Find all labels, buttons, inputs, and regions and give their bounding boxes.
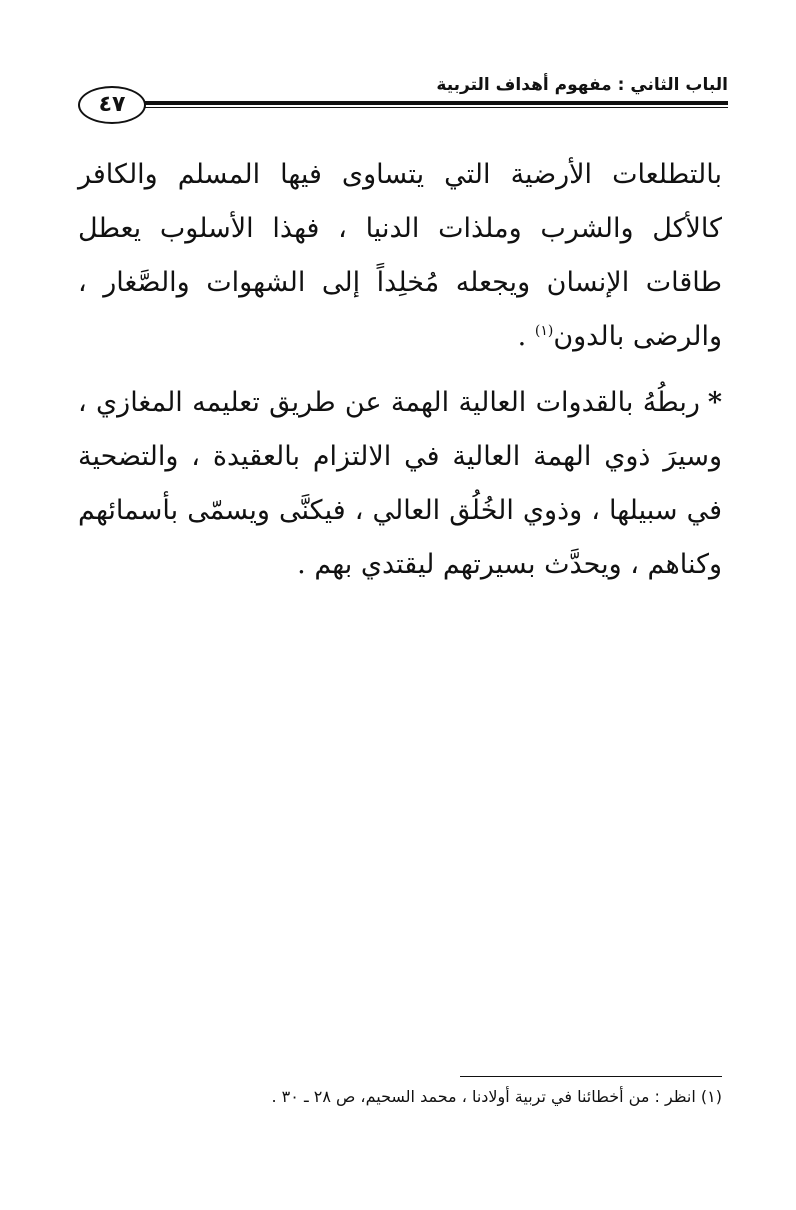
header-rule-thick — [142, 101, 728, 105]
asterisk-bullet-icon: * — [707, 387, 722, 418]
paragraph-1-end: . — [517, 321, 535, 352]
paragraph-2 — [78, 376, 722, 592]
paragraph-1-text: بالتطلعات الأرضية التي يتساوى فيها المسلم والكافر كالأكل والشرب وملذات الدنيا ، فهذا الأسلوب يعطل طاقات الإنسان ويجعله مُخلِداً إلى الشهوات والصَّغار ، والرضى بالدون — [78, 159, 722, 352]
page-number-badge — [78, 86, 146, 124]
body-text — [78, 148, 722, 604]
footnote: (١) انظر : من أخطائنا في تربية أولادنا ، محمد السحيم، ص ٢٨ ـ ٣٠ . — [271, 1087, 722, 1106]
paragraph-1 — [78, 148, 722, 364]
footnote-ref[interactable]: (١) — [534, 323, 554, 339]
chapter-title: الباب الثاني : مفهوم أهداف التربية — [436, 75, 728, 95]
header-rule-thin — [142, 107, 728, 108]
running-header — [78, 72, 728, 132]
paragraph-2-text: ربطُهُ بالقدوات العالية الهمة عن طريق تعليمه المغازي ، وسيرَ ذوي الهمة العالية في الالتزام بالعقيدة ، والتضحية في سبيلها ، وذوي الخُلُق العالي ، فيكنَّى ويسمّى بأسمائهم وكناهم ، ويحدَّث بسيرتهم ليقتدي بهم . — [78, 387, 722, 580]
page-number: ٤٧ — [98, 92, 126, 117]
footnote-rule — [460, 1076, 722, 1077]
